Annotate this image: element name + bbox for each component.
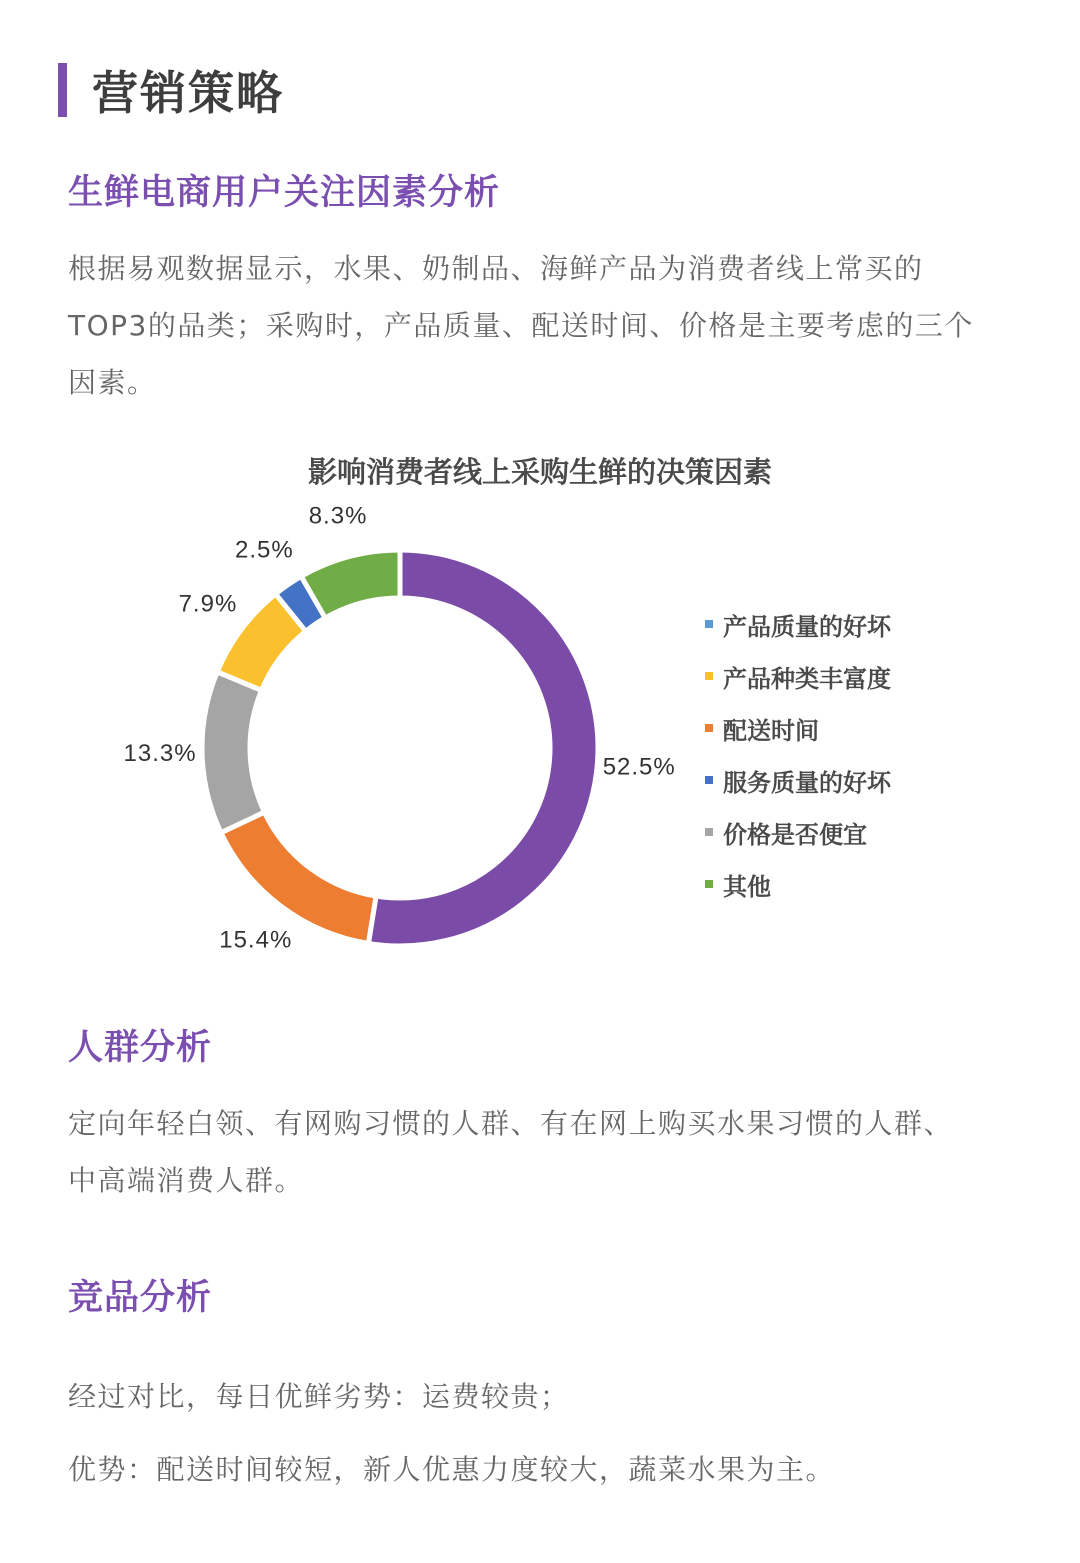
legend-swatch (705, 880, 713, 888)
slice-label: 7.9% (178, 590, 238, 618)
paragraph-competitors (68, 1360, 1028, 1506)
legend-item (705, 650, 891, 702)
chart-legend (705, 598, 891, 910)
slice-label: 15.4% (219, 926, 293, 954)
page-title: 营销策略 (92, 66, 284, 120)
paragraph-line: 中高端消费人群。 (68, 1164, 305, 1197)
paragraph-line: 因素。 (68, 366, 157, 399)
legend-swatch (705, 672, 713, 680)
chart-title: 影响消费者线上采购生鲜的决策因素 (307, 455, 772, 489)
slice-label: 52.5% (602, 753, 676, 781)
legend-item (705, 806, 891, 858)
legend-label: 其他 (723, 872, 771, 901)
paragraph-line: 定向年轻白领、有网购习惯的人群、有在网上购买水果习惯的人群、 (68, 1107, 954, 1140)
legend-label: 产品质量的好坏 (723, 612, 891, 641)
donut-slice (221, 812, 376, 943)
donut-slice (368, 550, 598, 946)
section-title-factors: 生鲜电商用户关注因素分析 (68, 173, 501, 213)
legend-item (705, 702, 891, 754)
legend-swatch (705, 776, 713, 784)
paragraph-line: 根据易观数据显示，水果、奶制品、海鲜产品为消费者线上常买的 (68, 252, 924, 285)
slice-label: 13.3% (123, 740, 197, 768)
legend-label: 价格是否便宜 (723, 820, 867, 849)
slice-label: 2.5% (235, 536, 294, 564)
paragraph-line: 经过对比，每日优鲜劣势：运费较贵； (68, 1380, 570, 1413)
paragraph-line: 优势：配送时间较短，新人优惠力度较大，蔬菜水果为主。 (68, 1453, 836, 1486)
paragraph-audience (68, 1095, 1028, 1209)
legend-swatch (705, 724, 713, 732)
legend-label: 配送时间 (723, 716, 819, 745)
section-title-audience: 人群分析 (68, 1028, 213, 1068)
legend-label: 服务质量的好坏 (723, 768, 891, 797)
slice-label: 8.3% (308, 502, 368, 530)
section-title-competitors: 竞品分析 (68, 1278, 213, 1318)
legend-item (705, 858, 891, 910)
legend-item (705, 754, 891, 806)
legend-label: 产品种类丰富度 (723, 664, 891, 693)
legend-swatch (705, 828, 713, 836)
donut-slice (202, 672, 264, 833)
legend-swatch (705, 620, 713, 628)
legend-item (705, 598, 891, 650)
paragraph-line: TOP3的品类；采购时，产品质量、配送时间、价格是主要考虑的三个 (68, 309, 974, 342)
